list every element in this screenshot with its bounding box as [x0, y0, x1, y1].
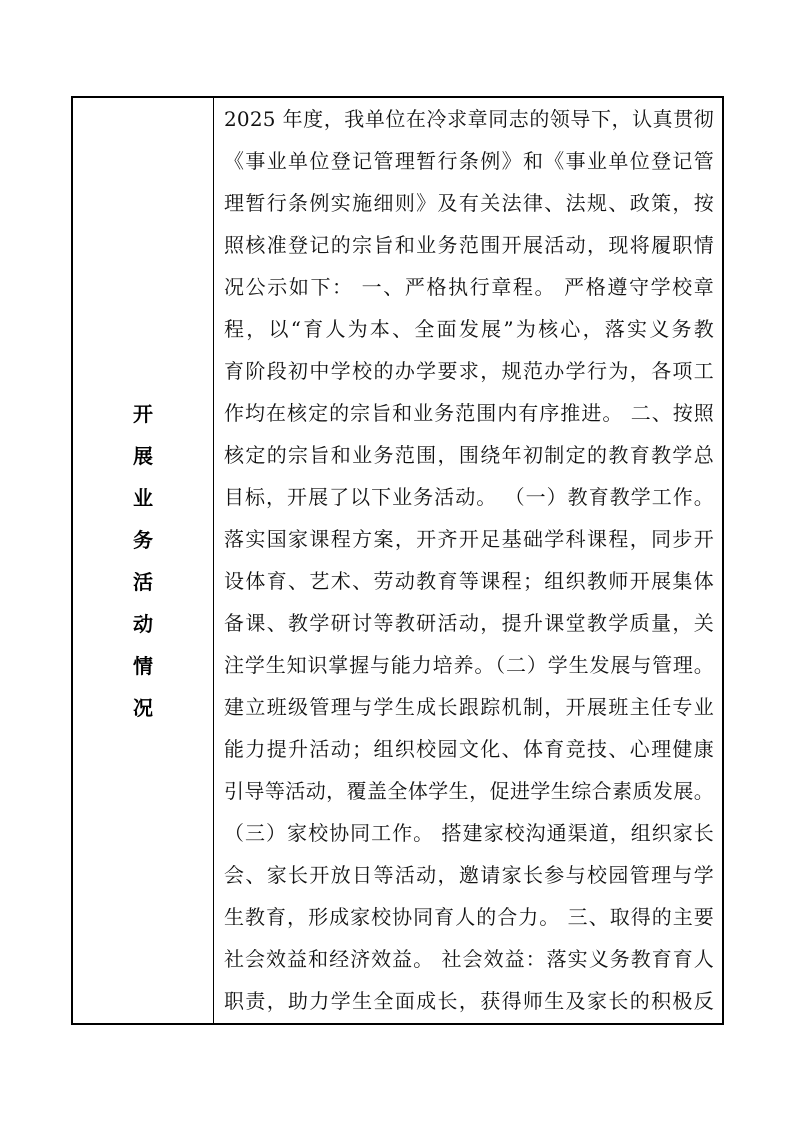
content-line: 会、家长开放日等活动，邀请家长参与校园管理与学	[224, 863, 714, 887]
content-line: 社会效益和经济效益。 社会效益：落实义务教育育人	[224, 947, 714, 971]
row-label-char: 活	[133, 569, 153, 594]
content-line: 能力提升活动；组织校园文化、体育竞技、心理健康	[224, 737, 714, 761]
row-label-char: 展	[133, 443, 153, 468]
row-label-char: 情	[133, 653, 153, 678]
row-label-char: 况	[133, 695, 153, 720]
content-line: 核定的宗旨和业务范围，围绕年初制定的教育教学总	[224, 443, 714, 467]
content-line: 程，以“育人为本、全面发展”为核心，落实义务教	[224, 317, 714, 341]
content-line: 《事业单位登记管理暂行条例》和《事业单位登记管	[224, 149, 714, 173]
content-line: 备课、教学研讨等教研活动，提升课堂教学质量，关	[224, 611, 714, 635]
row-label-cell	[73, 98, 214, 1023]
content-line: 作均在核定的宗旨和业务范围内有序推进。 二、按照	[224, 401, 714, 425]
content-line: 注学生知识掌握与能力培养。（二）学生发展与管理。	[224, 653, 714, 677]
content-line: 设体育、艺术、劳动教育等课程；组织教师开展集体	[224, 569, 714, 593]
activity-content-cell	[214, 98, 722, 1023]
content-line: 照核准登记的宗旨和业务范围开展活动，现将履职情	[224, 233, 714, 257]
content-line: 2025 年度，我单位在冷求章同志的领导下，认真贯彻	[224, 107, 714, 131]
row-label-char: 动	[133, 611, 153, 636]
row-label-char: 务	[133, 527, 153, 552]
content-line: 理暂行条例实施细则》及有关法律、法规、政策，按	[224, 191, 714, 215]
content-line: 建立班级管理与学生成长跟踪机制，开展班主任专业	[224, 695, 714, 719]
content-line: 引导等活动，覆盖全体学生，促进学生综合素质发展。	[224, 779, 714, 803]
activity-report-table	[71, 96, 724, 1025]
content-line: 况公示如下： 一、严格执行章程。 严格遵守学校章	[224, 275, 714, 299]
content-line: 生教育，形成家校协同育人的合力。 三、取得的主要	[224, 905, 714, 929]
content-line: 育阶段初中学校的办学要求，规范办学行为，各项工	[224, 359, 714, 383]
content-line: 职责，助力学生全面成长，获得师生及家长的积极反	[224, 989, 714, 1013]
content-line: （三）家校协同工作。 搭建家校沟通渠道，组织家长	[224, 821, 714, 845]
row-label-char: 业	[133, 485, 153, 510]
content-line: 目标，开展了以下业务活动。 （一）教育教学工作。	[224, 485, 714, 509]
row-label-char: 开	[133, 401, 153, 426]
content-line: 落实国家课程方案，开齐开足基础学科课程，同步开	[224, 527, 714, 551]
row-label	[133, 393, 153, 729]
